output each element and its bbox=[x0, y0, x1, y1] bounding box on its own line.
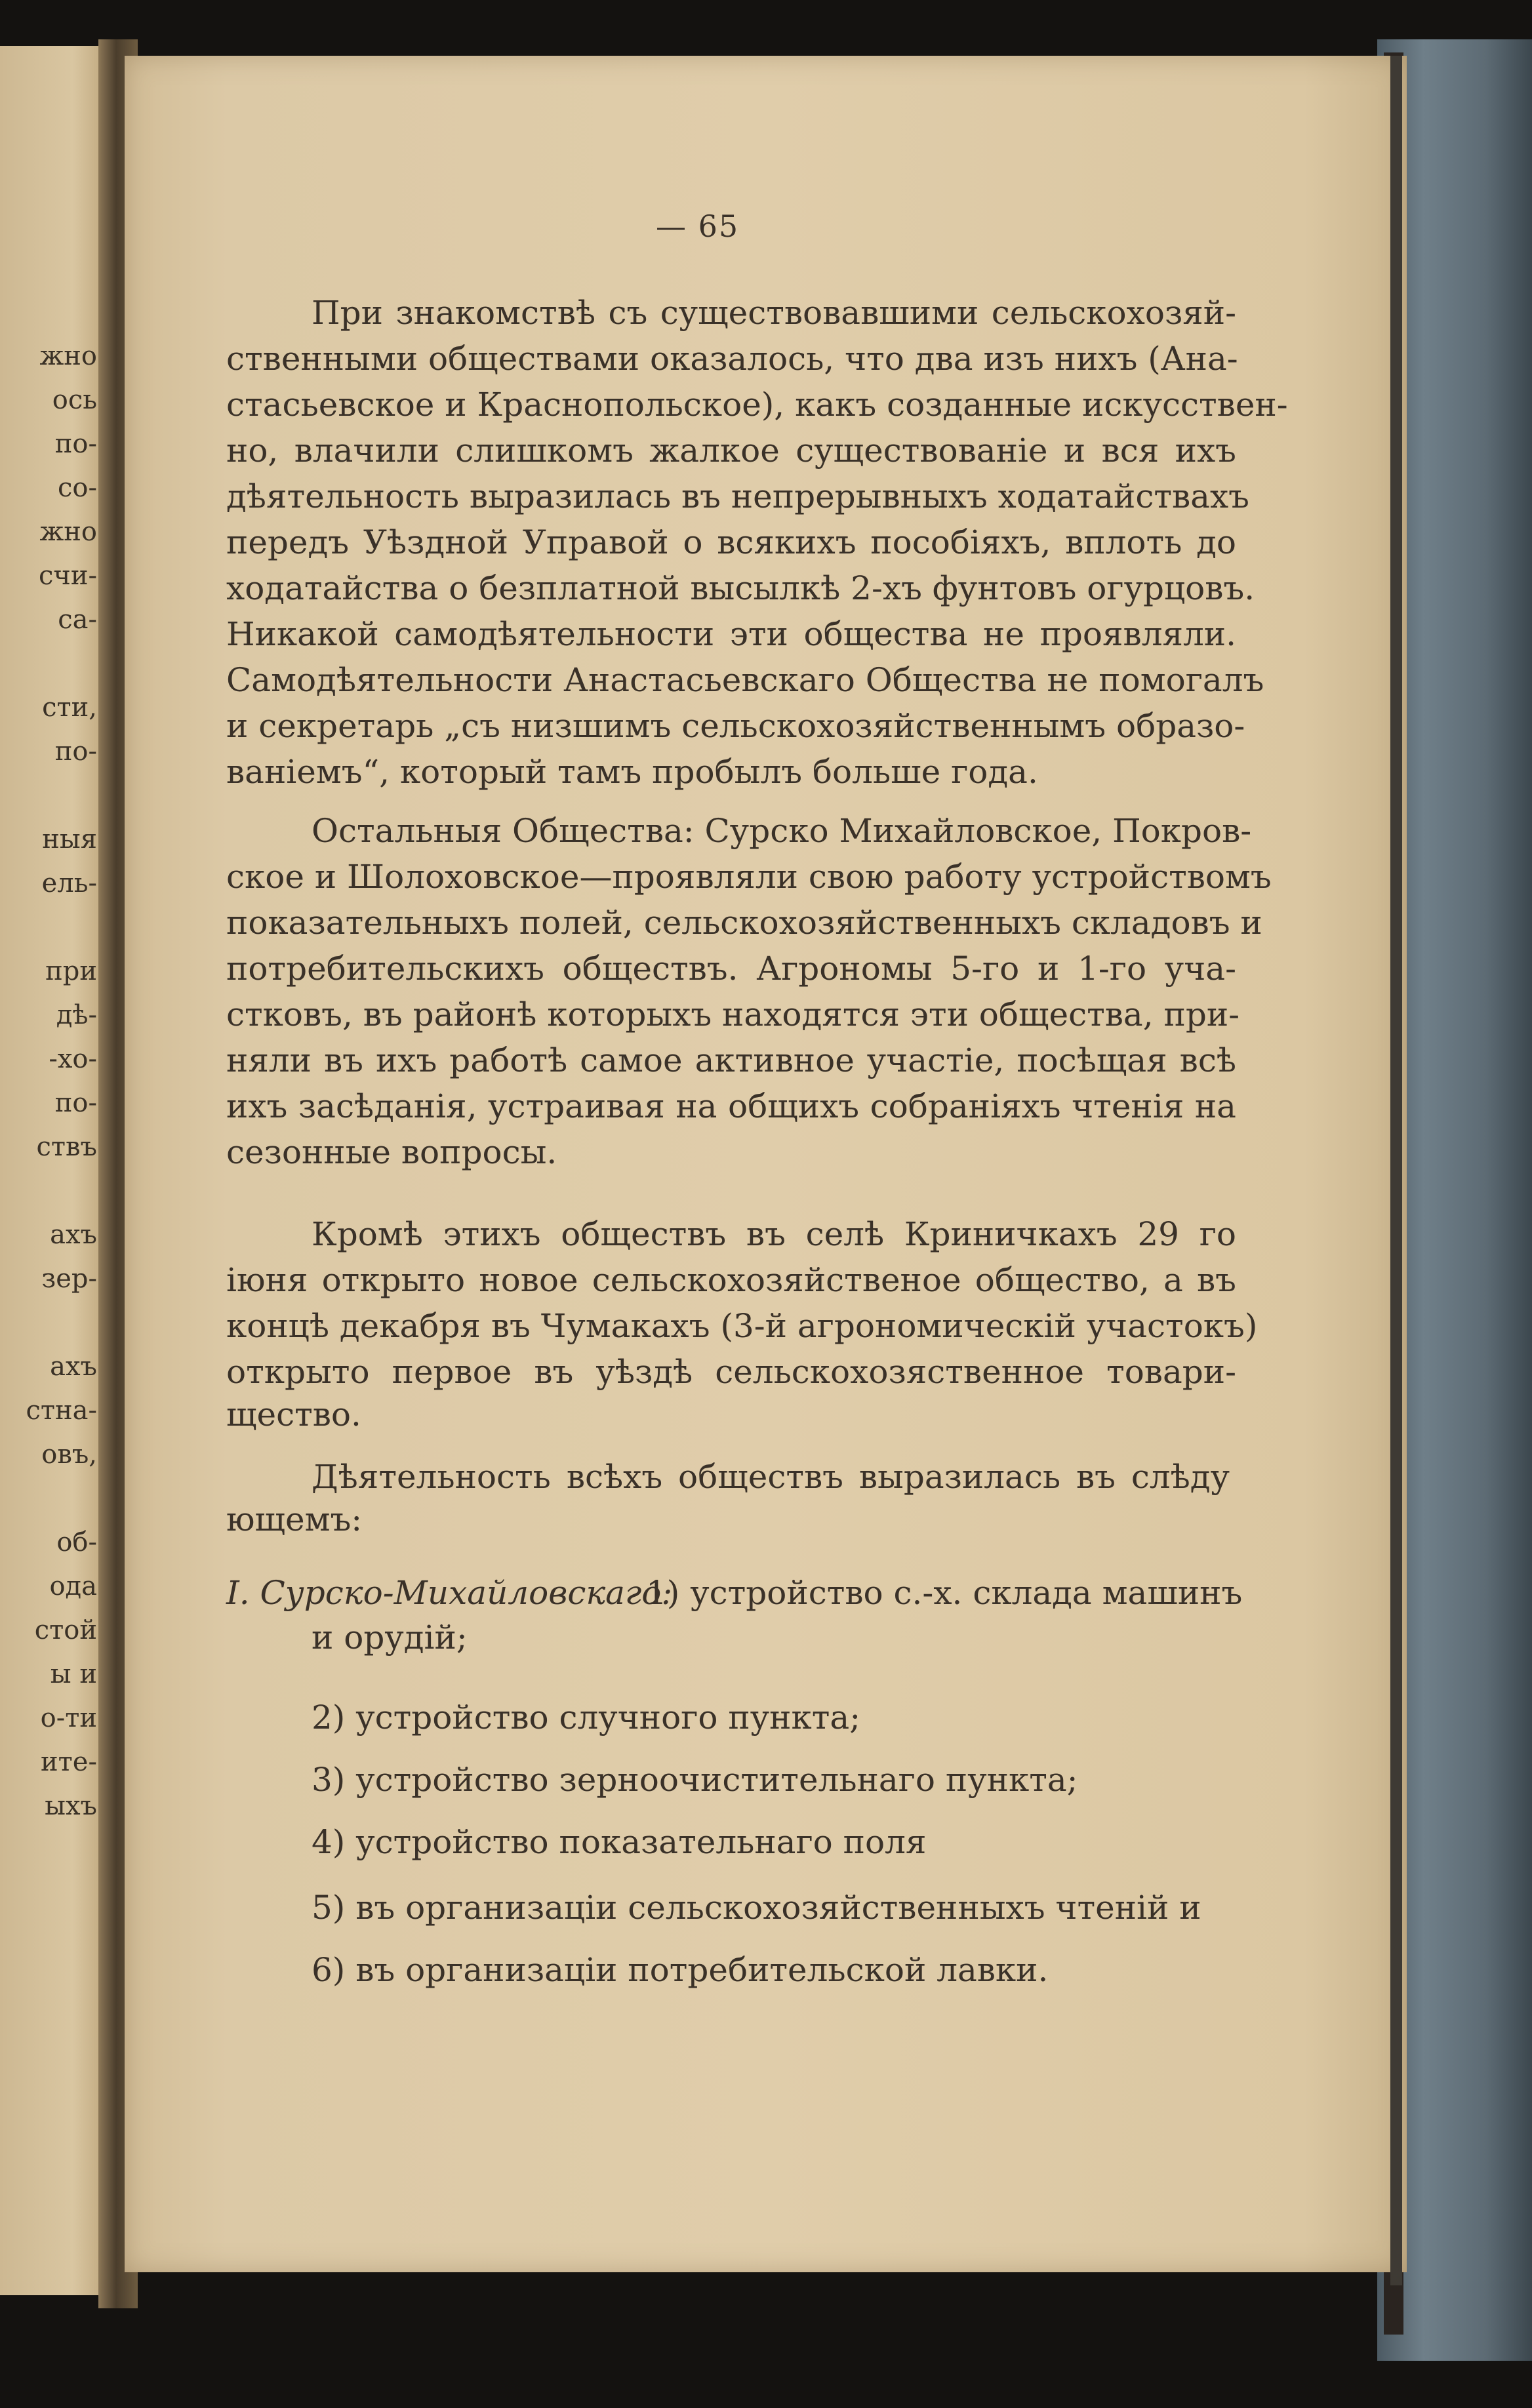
left-page-fragment: ода bbox=[49, 1571, 97, 1601]
paragraph4-line: Дѣятельность всѣхъ обществъ выразилась въ слѣду bbox=[312, 1458, 1230, 1496]
list-item: 4) устройство показательнаго поля bbox=[312, 1823, 927, 1861]
paragraph2-line: потребительскихъ обществъ. Агрономы 5-го и 1-го уча- bbox=[226, 950, 1236, 988]
left-page-fragment: ахъ bbox=[50, 1352, 97, 1382]
left-page-fragment bbox=[0, 774, 97, 818]
paragraph3-line: щество. bbox=[226, 1395, 361, 1434]
left-page-fragment bbox=[0, 906, 97, 950]
left-page-fragment: -хо- bbox=[49, 1044, 97, 1074]
left-page-fragment bbox=[0, 1477, 97, 1521]
left-page-fragment: со- bbox=[58, 473, 97, 503]
paragraph2-line: стковъ, въ районѣ которыхъ находятся эти общества, при- bbox=[226, 995, 1240, 1033]
paragraph1-line: передъ Уѣздной Управой о всякихъ пособіяхъ, вплоть до bbox=[226, 523, 1236, 561]
paragraph1-line: ственными обществами оказалось, что два изъ нихъ (Ана- bbox=[226, 340, 1238, 378]
list-item-1: 1) устройство с.-х. склада машинъ bbox=[646, 1574, 1243, 1612]
left-page-fragment: жно bbox=[39, 341, 97, 371]
paragraph2-line: сезонные вопросы. bbox=[226, 1133, 557, 1171]
paragraph1-line: но, влачили слишкомъ жалкое существованіе и вся ихъ bbox=[226, 431, 1236, 470]
left-page-fragment: стой bbox=[34, 1615, 97, 1645]
paragraph2-line: ское и Шолоховское—проявляли свою работу устройствомъ bbox=[226, 858, 1272, 896]
left-page-fragment: жно bbox=[39, 517, 97, 547]
left-page-fragment: ыхъ bbox=[45, 1791, 97, 1821]
left-page-fragment bbox=[0, 1169, 97, 1213]
paragraph1-line: Самодѣятельности Анастасьевскаго Общества не помогалъ bbox=[226, 661, 1264, 699]
left-page-fragment: о-ти bbox=[40, 1703, 97, 1733]
list-item: 6) въ организаціи потребительской лавки. bbox=[312, 1951, 1049, 1989]
paragraph1-line: стасьевское и Краснопольское), какъ созданные искусствен- bbox=[226, 386, 1288, 424]
left-page-fragment bbox=[0, 642, 97, 686]
paragraph1-line: ходатайства о безплатной высылкѣ 2-хъ фунтовъ огурцовъ. bbox=[226, 569, 1255, 607]
left-page-fragment: ныя bbox=[42, 824, 97, 854]
paragraph1-line: ваніемъ“, который тамъ пробылъ больше года. bbox=[226, 753, 1038, 791]
left-page-fragment: овъ, bbox=[41, 1439, 97, 1470]
page-number: — 65 bbox=[656, 209, 740, 244]
left-page-fragment bbox=[0, 1301, 97, 1345]
list-item-1-continued: и орудій; bbox=[312, 1618, 468, 1656]
left-page-fragment: зер- bbox=[41, 1264, 97, 1294]
left-page-fragment: об- bbox=[56, 1527, 97, 1557]
left-page-fragment: ахъ bbox=[50, 1220, 97, 1250]
paragraph1-line: Никакой самодѣятельности эти общества не проявляли. bbox=[226, 615, 1236, 653]
list-item: 3) устройство зерноочистительнаго пункта; bbox=[312, 1761, 1078, 1799]
paragraph2-line: показательныхъ полей, сельскохозяйственныхъ складовъ и bbox=[226, 904, 1262, 942]
paragraph3-line: открыто первое въ уѣздѣ сельскохозяственное товари- bbox=[226, 1353, 1236, 1391]
left-page-fragment: ось bbox=[52, 385, 97, 415]
left-page-fragment: ель- bbox=[41, 868, 97, 898]
left-page-fragment: ите- bbox=[41, 1747, 97, 1777]
left-page-fragment: по- bbox=[54, 1088, 97, 1118]
paragraph1-line: При знакомствѣ съ существовавшими сельскохозяй- bbox=[312, 294, 1236, 332]
page-edge bbox=[1390, 56, 1402, 2285]
left-page-fragment: по- bbox=[54, 429, 97, 459]
left-page-fragment: ы и bbox=[50, 1659, 97, 1689]
paragraph2-line: Остальныя Общества: Сурско Михайловское, Покров- bbox=[312, 812, 1252, 850]
left-page-fragment: при bbox=[45, 956, 97, 986]
left-page-fragment: сти, bbox=[42, 692, 97, 723]
paragraph1-line: и секретарь „съ низшимъ сельскохозяйственнымъ образо- bbox=[226, 707, 1245, 745]
list-item: 5) въ организаціи сельскохозяйственныхъ чтеній и bbox=[312, 1889, 1201, 1927]
paragraph3-line: концѣ декабря въ Чумакахъ (3-й агрономическій участокъ) bbox=[226, 1307, 1258, 1345]
left-page-text-column bbox=[0, 334, 97, 1828]
left-page-fragment: дѣ- bbox=[56, 1000, 97, 1030]
paragraph4-line: ющемъ: bbox=[226, 1500, 363, 1538]
paragraph1-line: дѣятельность выразилась въ непрерывныхъ ходатайствахъ bbox=[226, 477, 1249, 515]
paragraph3-line: Кромѣ этихъ обществъ въ селѣ Криничкахъ 29 го bbox=[312, 1215, 1236, 1253]
paragraph2-line: няли въ ихъ работѣ самое активное участіе, посѣщая всѣ bbox=[226, 1041, 1236, 1079]
left-page-fragment: стна- bbox=[26, 1395, 97, 1426]
left-page-fragment: са- bbox=[58, 605, 97, 635]
paragraph3-line: іюня открыто новое сельскохозяйственое общество, а въ bbox=[226, 1261, 1236, 1299]
left-page-fragment: счи- bbox=[38, 561, 97, 591]
list-heading: I. Сурско-Михайловскаго: bbox=[226, 1574, 673, 1612]
left-page-fragment: ствъ bbox=[36, 1132, 97, 1162]
list-item: 2) устройство случного пункта; bbox=[312, 1698, 861, 1736]
left-page-fragment: по- bbox=[54, 736, 97, 767]
paragraph2-line: ихъ засѣданія, устраивая на общихъ собраніяхъ чтенія на bbox=[226, 1087, 1236, 1125]
